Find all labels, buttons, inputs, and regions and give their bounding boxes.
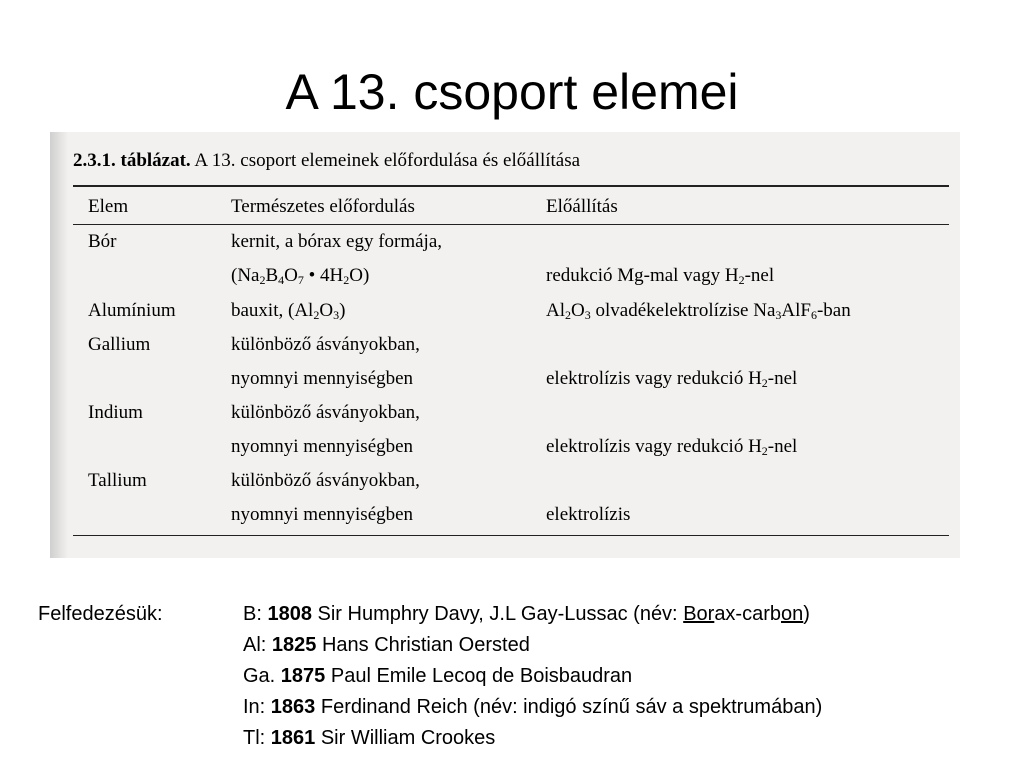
text-segment: kernit, a bórax egy formája, xyxy=(231,231,443,252)
cell-element: Gallium xyxy=(88,334,151,355)
table-top-rule xyxy=(73,185,949,187)
text-segment: nyomnyi mennyiségben xyxy=(231,368,414,389)
cell-element: Indium xyxy=(88,402,143,423)
cell-line xyxy=(231,464,420,498)
subscript: 7 xyxy=(297,273,304,287)
subscript: 2 xyxy=(343,273,350,287)
text-segment: O xyxy=(319,300,334,321)
cell-occurrence xyxy=(231,396,420,464)
cell-line xyxy=(231,328,420,362)
header-occurrence: Természetes előfordulás xyxy=(231,196,415,217)
text-segment: ax-carb xyxy=(714,603,782,625)
cell-production xyxy=(546,328,797,396)
table-caption-number: 2.3.1. táblázat. xyxy=(73,150,191,171)
text-segment: on xyxy=(781,603,804,625)
subscript: 6 xyxy=(810,308,817,322)
text-segment: különböző ásványokban, xyxy=(231,402,420,423)
text-segment: olvadékelektrolízise Na xyxy=(590,300,776,321)
cell-occurrence xyxy=(231,464,420,532)
cell-occurrence xyxy=(231,328,420,396)
text-segment: 1875 xyxy=(280,665,326,687)
discovery-line xyxy=(243,661,822,692)
cell-production xyxy=(546,396,797,464)
text-segment: ) xyxy=(803,603,810,625)
table-header-rule xyxy=(73,224,949,225)
text-segment: In: xyxy=(243,696,271,718)
cell-line xyxy=(231,396,420,430)
scanned-table-image xyxy=(50,132,960,558)
text-segment: elektrolízis vagy redukció H xyxy=(546,436,762,457)
cell-line xyxy=(231,430,420,464)
text-segment: Al: xyxy=(243,634,272,656)
text-segment: -nel xyxy=(767,436,798,457)
table-bottom-rule xyxy=(73,535,949,536)
subscript: 2 xyxy=(761,376,768,390)
cell-line xyxy=(546,396,797,430)
subscript: 2 xyxy=(565,308,571,322)
text-segment: Ga. xyxy=(243,665,281,687)
cell-line xyxy=(546,225,774,259)
table-caption xyxy=(73,150,580,172)
scan-edge-shadow xyxy=(50,132,68,558)
subscript: 2 xyxy=(259,273,266,287)
slide-title: A 13. csoport elemei xyxy=(285,64,739,120)
text-segment: nyomnyi mennyiségben xyxy=(231,436,414,457)
text-segment: redukció Mg-mal vagy H xyxy=(546,265,739,286)
text-segment: 1861 xyxy=(270,727,316,749)
text-segment: nyomnyi mennyiségben xyxy=(231,504,414,525)
text-segment: 1863 xyxy=(270,696,316,718)
text-segment: -nel xyxy=(744,265,775,286)
header-elem: Elem xyxy=(88,196,129,217)
text-segment: Sir William Crookes xyxy=(315,727,496,749)
text-segment: elektrolízis xyxy=(546,504,631,525)
discovery-line xyxy=(243,599,822,630)
cell-line xyxy=(546,362,797,396)
subscript: 3 xyxy=(584,308,591,322)
cell-line xyxy=(546,294,851,328)
table-caption-text: A 13. csoport elemeinek előfordulása és előállítása xyxy=(190,150,581,171)
discoveries-list xyxy=(243,599,822,754)
text-segment: • 4H xyxy=(303,265,344,286)
subscript: 3 xyxy=(333,308,340,322)
cell-line xyxy=(546,464,630,498)
text-segment: Bor xyxy=(683,603,715,625)
text-segment: O xyxy=(571,300,585,321)
subscript: 4 xyxy=(278,273,285,287)
text-segment: különböző ásványokban, xyxy=(231,334,420,355)
discovery-line xyxy=(243,630,822,661)
subscript: 3 xyxy=(775,308,782,322)
text-segment: Paul Emile Lecoq de Boisbaudran xyxy=(325,665,633,687)
text-segment: O) xyxy=(349,265,370,286)
cell-line xyxy=(546,259,774,293)
text-segment: elektrolízis vagy redukció H xyxy=(546,368,762,389)
text-segment: bauxit, (Al xyxy=(231,300,314,321)
text-segment: B xyxy=(265,265,279,286)
text-segment: -nel xyxy=(767,368,798,389)
cell-line xyxy=(546,430,797,464)
cell-line xyxy=(231,294,345,328)
subscript: 2 xyxy=(738,273,745,287)
header-production: Előállítás xyxy=(546,196,618,217)
text-segment: 1808 xyxy=(267,603,312,625)
text-segment: (Na xyxy=(231,265,260,286)
cell-production xyxy=(546,225,774,293)
text-segment: Sir Humphry Davy, J.L Gay-Lussac (név: xyxy=(311,603,684,625)
cell-occurrence xyxy=(231,225,442,293)
discoveries-label: Felfedezésük: xyxy=(38,603,163,625)
text-segment: AlF xyxy=(781,300,811,321)
cell-element: Tallium xyxy=(88,470,147,491)
text-segment: Ferdinand Reich (név: indigó színű sáv a spektrumában) xyxy=(315,696,823,718)
cell-production xyxy=(546,294,851,328)
cell-line xyxy=(546,498,630,532)
subscript: 2 xyxy=(313,308,320,322)
cell-line xyxy=(231,498,420,532)
text-segment: 1825 xyxy=(271,634,317,656)
text-segment: különböző ásványokban, xyxy=(231,470,420,491)
text-segment: Hans Christian Oersted xyxy=(316,634,530,656)
discovery-line xyxy=(243,692,822,723)
text-segment: Al xyxy=(546,300,565,321)
text-segment: O xyxy=(284,265,298,286)
cell-element: Bór xyxy=(88,231,117,252)
discovery-line xyxy=(243,723,822,754)
cell-occurrence xyxy=(231,294,345,328)
cell-line xyxy=(231,362,420,396)
cell-element: Alumínium xyxy=(88,300,176,321)
cell-line xyxy=(231,225,442,259)
cell-production xyxy=(546,464,630,532)
text-segment: Tl: xyxy=(243,727,271,749)
subscript: 2 xyxy=(761,444,768,458)
text-segment: B: xyxy=(243,603,268,625)
cell-line xyxy=(546,328,797,362)
text-segment: -ban xyxy=(816,300,851,321)
cell-line xyxy=(231,259,442,293)
text-segment: ) xyxy=(339,300,346,321)
